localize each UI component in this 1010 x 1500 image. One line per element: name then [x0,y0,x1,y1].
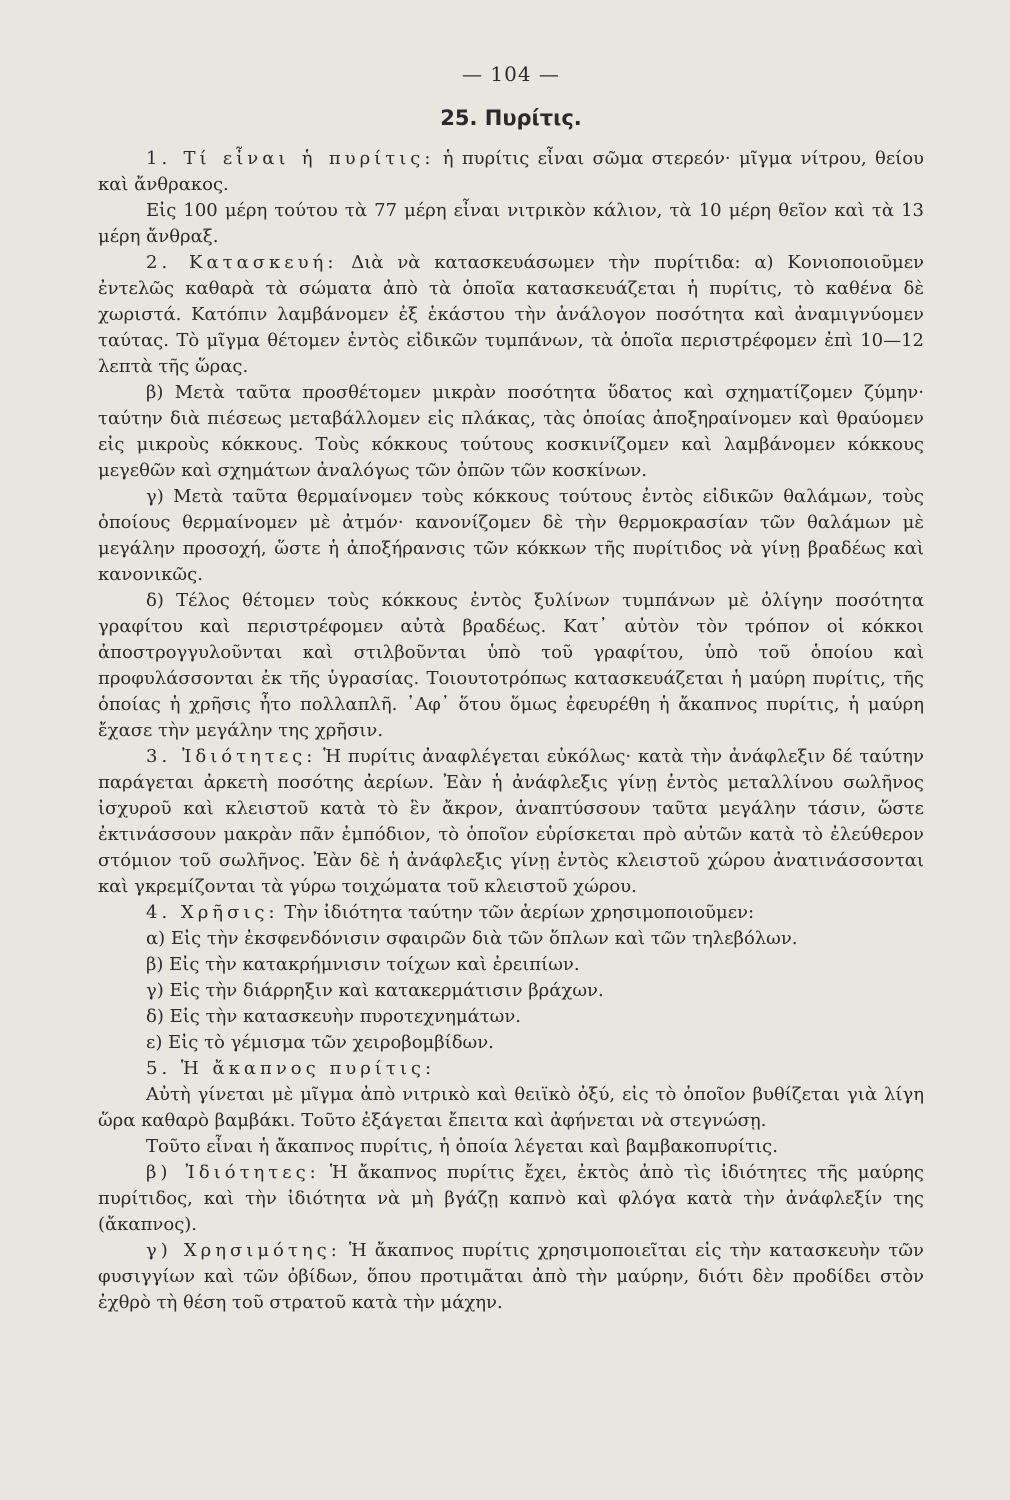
use-lead: 4. Χρῆσις: [146,902,279,923]
body-text [98,146,924,1316]
use-item-b-text: β) Εἰς τὴν κατακρήμνισιν τοίχων καὶ ἐρειπίων. [146,954,580,975]
paragraph-composition [98,198,924,250]
use-item-a [98,926,924,952]
paragraph-smokeless-name [98,1134,924,1160]
paragraph-smokeless-usefulness [98,1238,924,1316]
construction-b-text: β) Μετὰ ταῦτα προσθέτομεν μικρὰν ποσότητα ὕδατος καὶ σχηματίζομεν ζύμην· ταύτην διὰ πιέσεως μεταβάλλομεν εἰς πλάκας, τὰς ὁποίας ἀποξηραίνομεν καὶ θραύομεν εἰς μικροὺς κόκκους. Τοὺς κόκκους τούτους κοσκινίζομεν καὶ λαμβάνομεν κόκκους μεγεθῶν καὶ σχημάτων ἀναλόγως τῶν ὀπῶν τῶν κοσκίνων. [98,382,924,481]
smokeless-properties-lead: β) Ἰδιότητες: [146,1162,320,1183]
use-item-c [98,978,924,1004]
construction-lead: 2. Κατασκευή: [146,252,338,273]
smokeless-usefulness-text: Ἡ ἄκαπνος πυρίτις χρησιμοποιεῖται εἰς τὴν κατασκευὴν τῶν φυσιγγίων καὶ τῶν ὀβίδων, ὅπου προτιμᾶται ἀπὸ τὴν μαύρην, διότι δὲν προδίδει στὸν ἐχθρὸ τὴ θέση τοῦ στρατοῦ κατὰ τὴν μάχην. [98,1240,924,1313]
smokeless-properties-text: Ἡ ἄκαπνος πυρίτις ἔχει, ἐκτὸς ἀπὸ τὶς ἰδιότητες τῆς μαύρης πυρίτιδος, καὶ τὴν ἰδιότητα νὰ μὴ βγάζῃ καπνὸ καὶ φλόγα κατὰ τὴν ἀνάφλεξίν της (ἄκαπνος). [98,1162,924,1235]
use-item-e [98,1030,924,1056]
paragraph-construction-c [98,484,924,588]
paragraph-construction-d [98,588,924,744]
smokeless-name-text: Τοῦτο εἶναι ἡ ἄκαπνος πυρίτις, ἡ ὁποία λέγεται καὶ βαμβακοπυρίτις. [146,1136,778,1157]
paragraph-definition [98,146,924,198]
smokeless-usefulness-lead: γ) Χρησιμότης: [146,1240,341,1261]
paragraph-construction [98,250,924,380]
use-item-b [98,952,924,978]
definition-lead: 1. Τί εἶναι ἡ πυρίτις: [146,148,435,169]
paragraph-use [98,900,924,926]
smokeless-lead: 5. Ἡ ἄκαπνος πυρίτις: [146,1058,436,1079]
paragraph-smokeless-heading [98,1056,924,1082]
smokeless-making-text: Αὐτὴ γίνεται μὲ μῖγμα ἀπὸ νιτρικὸ καὶ θειϊκὸ ὀξύ, εἰς τὸ ὁποῖον βυθίζεται γιὰ λίγη ὥρα καθαρὸ βαμβάκι. Τοῦτο ἐξάγεται ἔπειτα καὶ ἀφήνεται νὰ στεγνώσῃ. [98,1084,924,1131]
properties-text: Ἡ πυρίτις ἀναφλέγεται εὐκόλως· κατὰ τὴν ἀνάφλεξιν δέ ταύτην παράγεται ἀρκετὴ ποσότης ἀερίων. Ἐὰν ἡ ἀνάφλεξις γίνῃ ἐντὸς μεταλλίνου σωλῆνος ἰσχυροῦ καὶ κλειστοῦ κατὰ τὸ ἓν ἄκρον, ἀναπτύσσουν ταῦτα μεγάλην τάσιν, ὥστε ἐκτινάσσουν μακρὰν πᾶν ἐμπόδιον, τὸ ὁποῖον εὑρίσκεται πρὸ αὐτῶν κατὰ τὸ ἐλεύθερον στόμιον τοῦ σωλῆνος. Ἐὰν δὲ ἡ ἀνάφλεξις γίνῃ ἐντὸς κλειστοῦ χώρου ἀνατινάσσονται καὶ γκρεμίζονται τὰ γύρω τοιχώματα τοῦ κλειστοῦ χώρου. [98,746,924,897]
use-item-c-text: γ) Εἰς τὴν διάρρηξιν καὶ κατακερμάτισιν βράχων. [146,980,604,1001]
paragraph-smokeless-properties [98,1160,924,1238]
properties-lead: 3. Ἰδιότητες: [146,746,317,767]
use-text: Τὴν ἰδιότητα ταύτην τῶν ἀερίων χρησιμοποιοῦμεν: [278,902,755,923]
paragraph-properties [98,744,924,900]
use-item-a-text: α) Εἰς τὴν ἐκσφενδόνισιν σφαιρῶν διὰ τῶν ὅπλων καὶ τῶν τηλεβόλων. [146,928,798,949]
use-item-d-text: δ) Εἰς τὴν κατασκευὴν πυροτεχνημάτων. [146,1006,522,1027]
page-number: — 104 — [462,62,560,86]
paragraph-construction-b [98,380,924,484]
construction-text: Διὰ νὰ κατασκευάσωμεν τὴν πυρίτιδα: α) Κονιοποιοῦμεν ἐντελῶς καθαρὰ τὰ σώματα ἀπὸ τὰ ὁποῖα κατασκευάζεται ἡ πυρίτις, τὸ καθένα δὲ χωριστά. Κατόπιν λαμβάνομεν ἐξ ἑκάστου τὴν ἀνάλογον ποσότητα καὶ ἀναμιγνύομεν ταύτας. Τὸ μῖγμα θέτομεν ἐντὸς εἰδικῶν τυμπάνων, τὰ ὁποῖα περιστρέφομεν ἐπὶ 10—12 λεπτὰ τῆς ὥρας. [98,252,925,377]
use-item-e-text: ε) Εἰς τὸ γέμισμα τῶν χειροβομβίδων. [146,1032,494,1053]
definition-text: ἡ πυρίτις εἶναι σῶμα στερεόν· μῖγμα νίτρου, θείου καὶ ἄνθρακος. [98,148,924,195]
paragraph-smokeless-making [98,1082,924,1134]
construction-d-text: δ) Τέλος θέτομεν τοὺς κόκκους ἐντὸς ξυλίνων τυμπάνων μὲ ὀλίγην ποσότητα γραφίτου καὶ περιστρέφομεν αὐτὰ βραδέως. Κατ᾽ αὐτὸν τὸν τρόπον οἱ κόκκοι ἀποστρογγυλοῦνται καὶ στιλβοῦνται ὑπὸ τοῦ γραφίτου, ὑπὸ τοῦ ὁποίου καὶ προφυλάσσονται ἐκ τῆς ὑγρασίας. Τοιουτοτρόπως κατασκευάζεται ἡ μαύρη πυρίτις, τῆς ὁποίας ἡ χρῆσις ἦτο πολλαπλῆ. ᾽Αφ᾽ ὅτου ὅμως ἐφευρέθη ἡ ἄκαπνος πυρίτις, ἡ μαύρη ἔχασε τὴν μεγάλην της χρῆσιν. [98,590,924,741]
section-title: 25. Πυρίτις. [440,106,582,130]
construction-c-text: γ) Μετὰ ταῦτα θερμαίνομεν τοὺς κόκκους τούτους ἐντὸς εἰδικῶν θαλάμων, τοὺς ὁποίους θερμαίνομεν μὲ ἀτμόν· κανονίζομεν δὲ τὴν θερμοκρασίαν τῶν θαλάμων μὲ μεγάλην προσοχή, ὥστε ἡ ἀποξήρανσις τῶν κόκκων τῆς πυρίτιδος νὰ γίνῃ βραδέως καὶ κανονικῶς. [98,486,924,585]
composition-text: Εἰς 100 μέρη τούτου τὰ 77 μέρη εἶναι νιτρικὸν κάλιον, τὰ 10 μέρη θεῖον καὶ τὰ 13 μέρη ἄνθραξ. [98,200,924,247]
use-item-d [98,1004,924,1030]
